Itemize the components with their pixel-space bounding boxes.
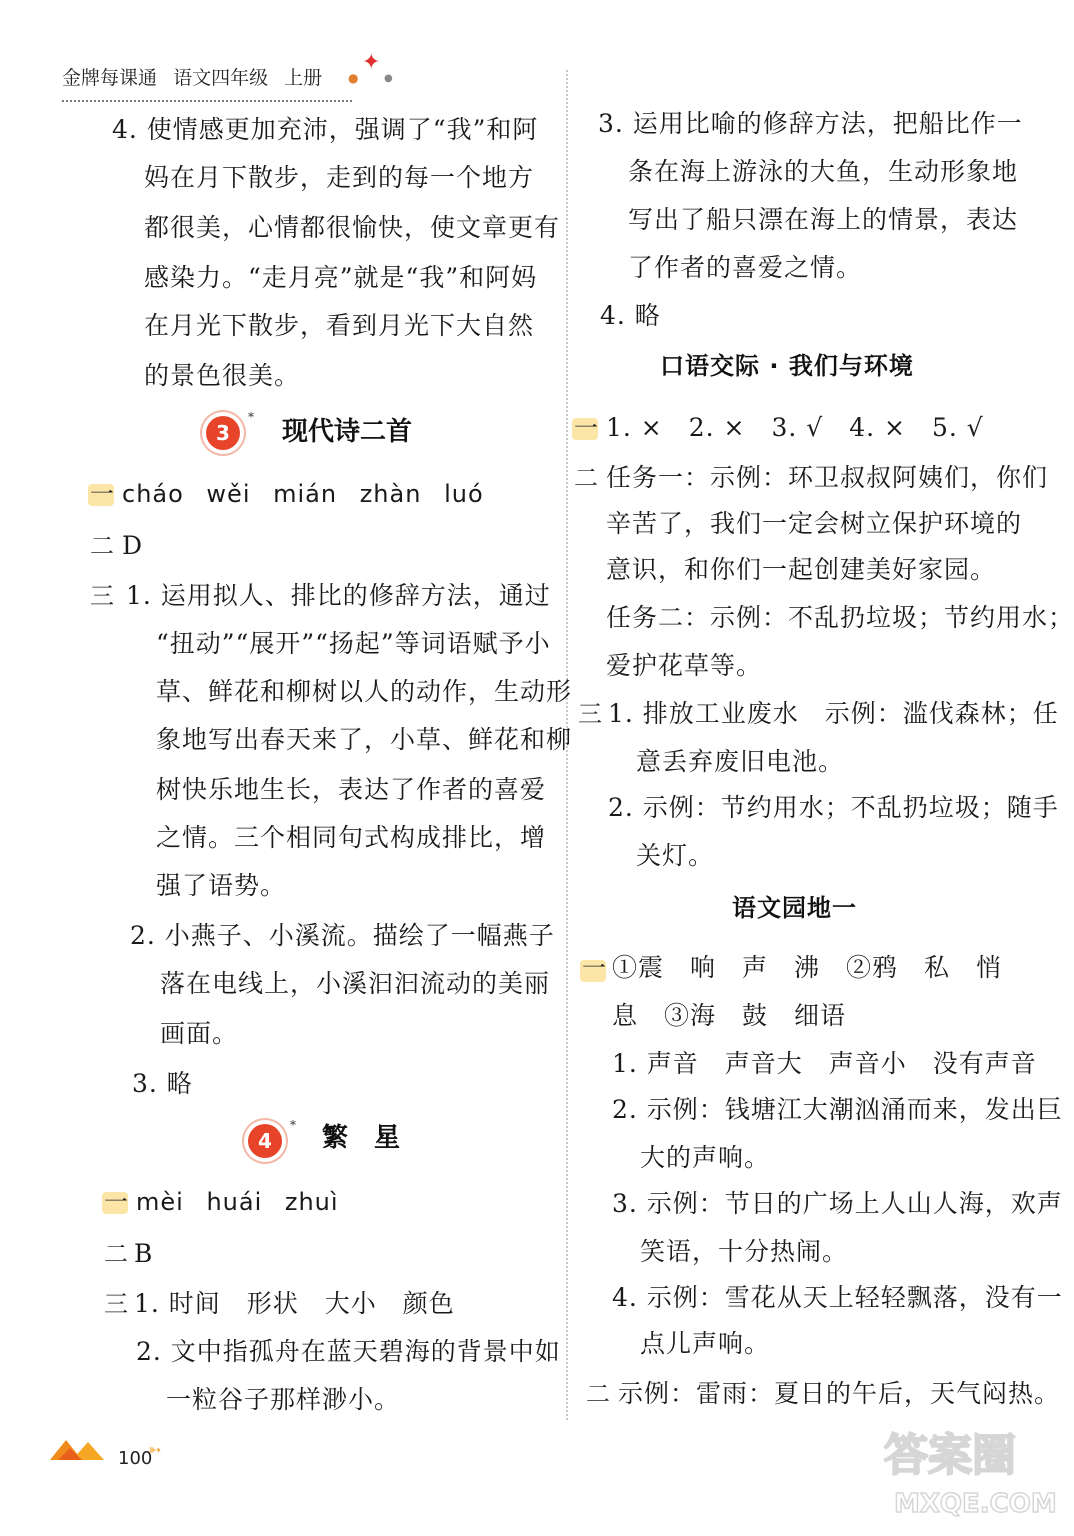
answer-line: 落在电线上，小溪汩汩流动的美丽 (160, 969, 551, 998)
lesson-number-badge: 3 (206, 416, 240, 450)
answer-line: 3. 略 (132, 1069, 193, 1098)
answer-line: 1. 排放工业废水 示例：滥伐森林；任 (608, 699, 1059, 728)
watermark-url: MXQE.COM (894, 1489, 1057, 1519)
answer-line: 一粒谷子那样渺小。 (166, 1385, 401, 1414)
swoosh-icon: ➳ (148, 1440, 162, 1459)
answer-line: 辛苦了，我们一定会树立保护环境的 (606, 509, 1023, 538)
sparkle-icon: ✦ (362, 50, 381, 75)
answer-line: 点儿声响。 (640, 1329, 771, 1358)
answer-line: 了作者的喜爱之情。 (628, 253, 863, 282)
answer-line: B (134, 1239, 154, 1268)
lesson-title: 繁 星 (322, 1123, 401, 1153)
lesson-star-mark: * (290, 1118, 296, 1132)
answer-line: 3. 示例：节日的广场上人山人海，欢声 (612, 1189, 1063, 1218)
answer-line: 感染力。“走月亮”就是“我”和阿妈 (144, 263, 538, 292)
answer-line: 强了语势。 (156, 871, 287, 900)
answer-line: 4. 使情感更加充沛，强调了“我”和阿 (112, 115, 539, 144)
lesson-number-badge: 4 (248, 1124, 282, 1158)
answer-line: 意识，和你们一起创建美好家园。 (606, 555, 997, 584)
lesson-title: 现代诗二首 (282, 417, 413, 447)
page-header (62, 50, 393, 102)
section-marker-label: 二 (104, 1240, 128, 1268)
answer-line: “扭动”“展开”“扬起”等词语赋予小 (156, 629, 551, 658)
answer-line: 4. 略 (600, 301, 661, 330)
dot-icon: ● (348, 71, 359, 85)
section-marker-label: 一 (104, 1188, 128, 1216)
mountain-logo-icon (48, 1432, 118, 1462)
answer-line: 画面。 (160, 1019, 239, 1048)
answer-line: 爱护花草等。 (606, 651, 763, 680)
section-marker-label: 三 (104, 1290, 128, 1318)
book-brand: 金牌每课通 (62, 67, 158, 89)
answer-line: 2. 文中指孤舟在蓝天碧海的背景中如 (136, 1337, 561, 1366)
section-marker-label: 二 (574, 464, 598, 492)
answer-line: 写出了船只漂在海上的情景，表达 (628, 205, 1019, 234)
section-title: 语文园地一 (732, 894, 857, 922)
section-marker-label: 二 (586, 1380, 610, 1408)
answer-line: 在月光下散步，看到月光下大自然 (144, 311, 535, 340)
daan-quan-watermark (880, 1408, 1057, 1528)
answer-line: 之情。三个相同句式构成排比，增 (156, 823, 547, 852)
section-marker-label: 一 (574, 414, 598, 442)
answer-line: 1. 声音 声音大 声音小 没有声音 (612, 1049, 1037, 1078)
answer-line: 任务二：示例：不乱扔垃圾；节约用水； (606, 603, 1074, 632)
answer-line: 息 ③海 鼓 细语 (612, 1001, 847, 1030)
answer-line: 1. 时间 形状 大小 颜色 (134, 1289, 455, 1318)
answer-line: 示例：雷雨：夏日的午后，天气闷热。 (618, 1379, 1061, 1408)
answer-line: 2. 示例：节约用水；不乱扔垃圾；随手 (608, 793, 1059, 822)
section-marker-label: 二 (90, 532, 114, 560)
answer-line: 条在海上游泳的大鱼，生动形象地 (628, 157, 1019, 186)
answer-line: 任务一：示例：环卫叔叔阿姨们，你们 (606, 463, 1049, 492)
answer-line: 1. 运用拟人、排比的修辞方法，通过 (126, 581, 551, 610)
answer-line: 都很美，心情都很愉快，使文章更有 (144, 213, 561, 242)
answer-line: 2. 示例：钱塘江大潮汹涌而来，发出巨 (612, 1095, 1063, 1124)
answer-line: 4. 示例：雪花从天上轻轻飘落，没有一 (612, 1283, 1063, 1312)
pinyin-answer: cháo wěi mián zhàn luó (122, 480, 484, 508)
watermark-title: 答案圈 (884, 1430, 1016, 1481)
answer-line: 关灯。 (636, 841, 715, 870)
section-marker-label: 一 (582, 954, 606, 982)
dot-icon: ● (384, 73, 393, 84)
pinyin-answer: mèi huái zhuì (136, 1188, 339, 1216)
book-volume: 上册 (284, 67, 323, 89)
answer-line: 1. × 2. × 3. √ 4. × 5. √ (606, 413, 984, 442)
answer-line: 3. 运用比喻的修辞方法，把船比作一 (598, 109, 1023, 138)
lesson-star-mark: * (248, 410, 254, 424)
answer-line: ①震 响 声 沸 ②鸦 私 悄 (612, 953, 1003, 982)
page-number: 100 (118, 1448, 153, 1469)
answer-line: 的景色很美。 (144, 361, 301, 390)
answer-line: 2. 小燕子、小溪流。描绘了一幅燕子 (130, 921, 555, 950)
section-title: 口语交际 · 我们与环境 (660, 352, 914, 380)
answer-line: 草、鲜花和柳树以人的动作，生动形 (156, 677, 573, 706)
answer-line: 意丢弃废旧电池。 (636, 747, 845, 776)
section-marker-label: 一 (90, 480, 114, 508)
answer-line: 象地写出春天来了，小草、鲜花和柳 (156, 725, 573, 754)
answer-line: 笑语，十分热闹。 (640, 1237, 849, 1266)
answer-line: D (122, 531, 144, 560)
answer-line: 大的声响。 (640, 1143, 771, 1172)
answer-line: 妈在月下散步，走到的每一个地方 (144, 163, 535, 192)
book-subject: 语文四年级 (173, 67, 269, 89)
section-marker-label: 三 (90, 582, 114, 610)
section-marker-label: 三 (578, 700, 602, 728)
answer-line: 树快乐地生长，表达了作者的喜爱 (156, 775, 547, 804)
